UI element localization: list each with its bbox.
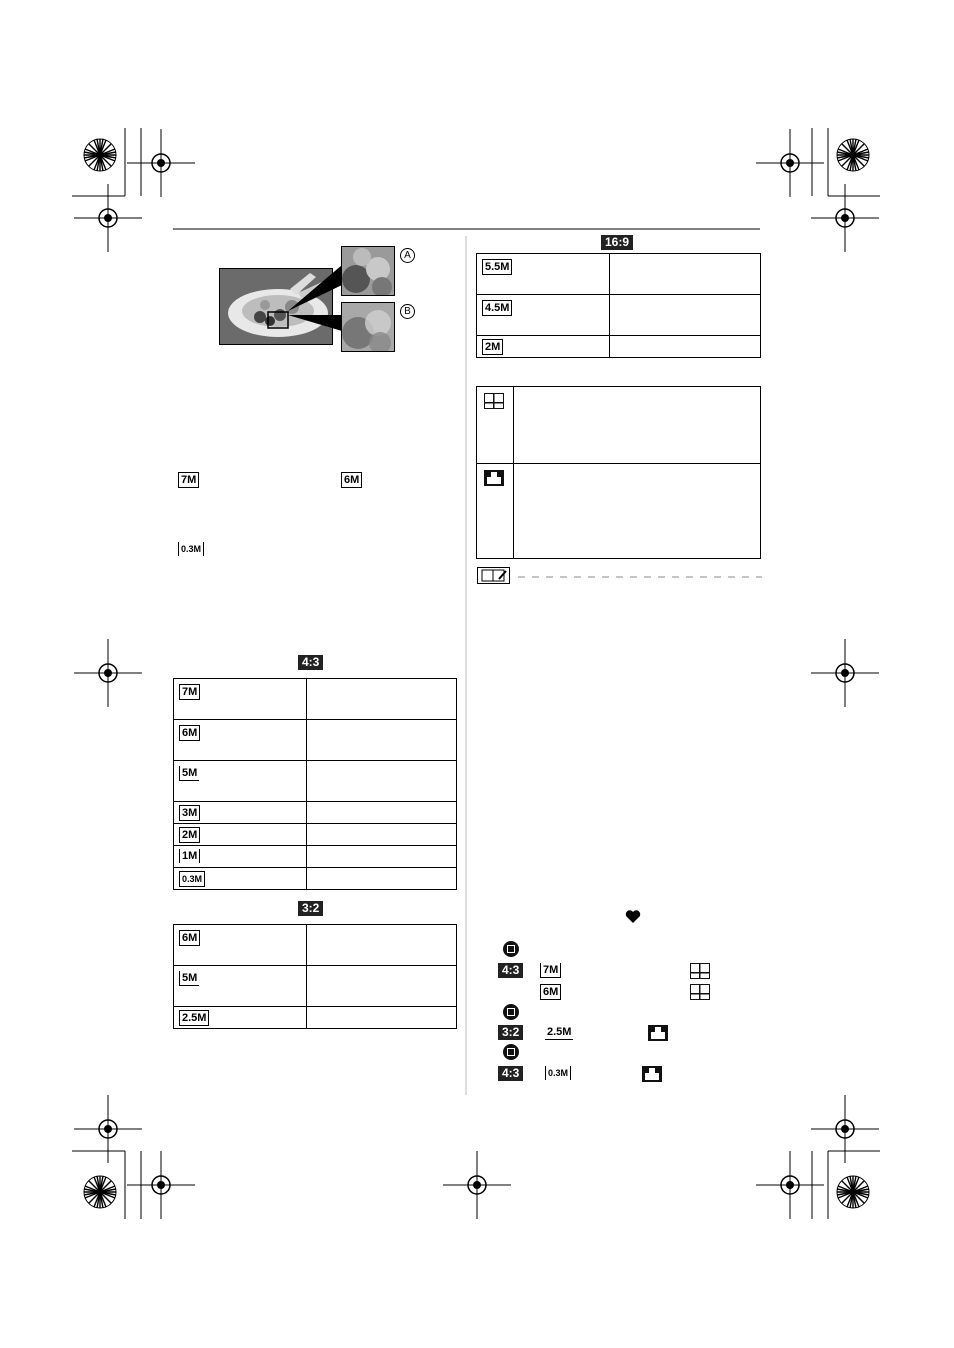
table-cell <box>307 761 457 802</box>
zoom-callout-lines <box>280 245 350 355</box>
aspect-ratio-badge-row1: 4:3 <box>498 963 523 978</box>
mode-circle-icon <box>503 941 519 957</box>
quality-standard-icon <box>484 470 504 486</box>
table-cell <box>307 925 457 966</box>
picture-size-badge-row1-7m: 7M <box>540 963 561 978</box>
picture-size-badge-6m: 6M <box>341 472 362 488</box>
quality-standard-icon <box>648 1025 668 1041</box>
table-32-size-2-5m: 2.5M <box>179 1010 209 1026</box>
heart-icon <box>625 909 641 924</box>
table-cell <box>307 824 457 846</box>
table-cell <box>610 336 761 358</box>
picture-size-table-16-9 <box>476 253 761 358</box>
table-cell <box>610 295 761 336</box>
picture-size-badge-row1-6m: 6M <box>540 984 561 1000</box>
table-cell <box>307 802 457 824</box>
zoom-detail-a <box>341 246 395 296</box>
aspect-ratio-badge-4-3: 4:3 <box>298 655 323 670</box>
picture-size-badge-row2-2-5m: 2.5M <box>547 1026 572 1038</box>
table-169-size-4-5m: 4.5M <box>482 300 512 316</box>
aspect-ratio-badge-row2: 3:2 <box>498 1025 523 1040</box>
table-cell <box>514 464 761 559</box>
table-cell <box>307 720 457 761</box>
table-43-size-7m: 7M <box>179 684 200 700</box>
quality-fine-icon <box>484 393 504 409</box>
aspect-ratio-badge-row3: 4:3 <box>498 1066 523 1081</box>
table-32-size-6m: 6M <box>179 930 200 946</box>
mode-circle-icon <box>503 1004 519 1020</box>
table-cell <box>307 966 457 1007</box>
table-43-size-3m: 3M <box>179 805 200 821</box>
picture-size-badge-row3-0-3m: 0.3M <box>545 1066 571 1080</box>
quality-standard-icon <box>642 1066 662 1082</box>
picture-size-table-3-2 <box>173 924 457 1029</box>
picture-size-badge-7m: 7M <box>178 472 199 488</box>
callout-label-a: A <box>400 248 415 263</box>
table-43-size-6m: 6M <box>179 725 200 741</box>
table-43-size-5m: 5M <box>179 766 199 781</box>
table-cell <box>307 679 457 720</box>
table-cell <box>610 254 761 295</box>
aspect-ratio-badge-16-9: 16:9 <box>601 235 633 250</box>
table-cell <box>307 1007 457 1029</box>
table-cell <box>307 846 457 868</box>
table-43-size-1m: 1M <box>179 849 200 863</box>
picture-size-badge-0-3m: 0.3M <box>178 542 204 556</box>
note-divider <box>518 575 762 579</box>
table-cell <box>514 387 761 464</box>
picture-size-table-4-3 <box>173 678 457 890</box>
table-43-size-0-3m: 0.3M <box>179 871 205 887</box>
table-32-size-5m: 5M <box>179 971 199 986</box>
zoom-detail-b <box>341 302 395 352</box>
quality-fine-icon <box>690 984 710 1000</box>
quality-fine-icon <box>690 963 710 979</box>
note-icon <box>477 567 511 585</box>
aspect-ratio-badge-3-2: 3:2 <box>298 901 323 916</box>
table-cell <box>307 868 457 890</box>
mode-circle-icon <box>503 1044 519 1060</box>
table-169-size-5-5m: 5.5M <box>482 259 512 275</box>
quality-table <box>476 386 761 559</box>
table-169-size-2m: 2M <box>482 339 503 355</box>
table-43-size-2m: 2M <box>179 827 200 843</box>
callout-label-b: B <box>400 304 415 319</box>
